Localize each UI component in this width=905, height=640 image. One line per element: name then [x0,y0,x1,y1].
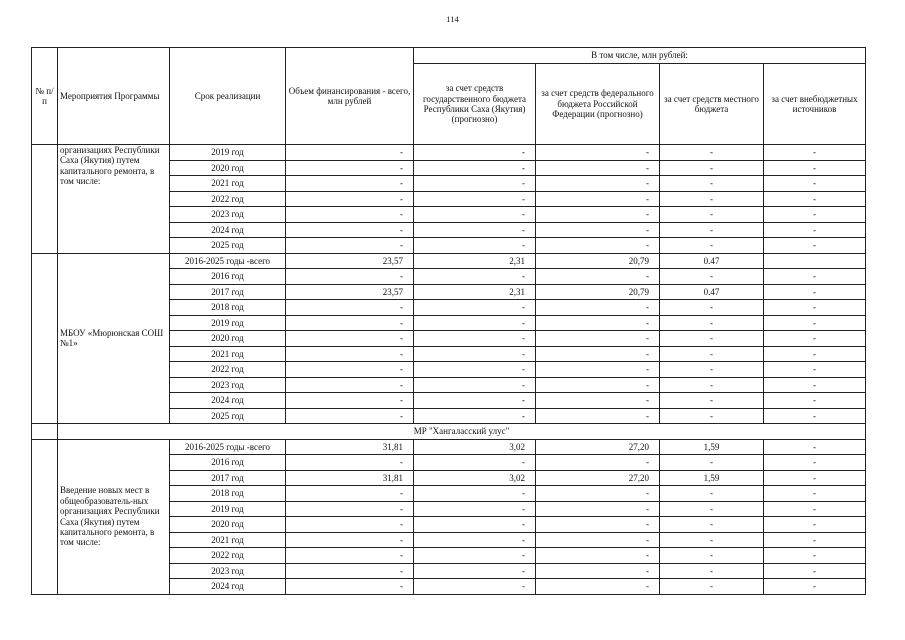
extra-cell: - [764,346,866,362]
extra-cell [764,253,866,269]
local-cell: - [660,331,764,347]
federal-cell: - [536,563,660,579]
total-cell: - [286,362,414,378]
total-cell: - [286,269,414,285]
federal-cell: - [536,145,660,161]
regional-cell: - [414,362,536,378]
local-cell: - [660,207,764,223]
federal-cell: - [536,408,660,424]
federal-cell: - [536,300,660,316]
period-cell: 2018 год [170,486,286,502]
local-cell: - [660,517,764,533]
total-cell: - [286,563,414,579]
federal-cell: - [536,362,660,378]
regional-cell: - [414,331,536,347]
regional-cell: 2,31 [414,253,536,269]
total-cell: - [286,331,414,347]
extra-cell: - [764,222,866,238]
regional-cell: - [414,145,536,161]
extra-cell: - [764,207,866,223]
extra-cell: - [764,408,866,424]
period-cell: 2022 год [170,362,286,378]
local-cell: - [660,269,764,285]
regional-cell: - [414,238,536,254]
local-cell: - [660,408,764,424]
federal-cell: - [536,207,660,223]
regional-cell: - [414,408,536,424]
period-cell: 2022 год [170,191,286,207]
period-cell: 2024 год [170,222,286,238]
extra-cell: - [764,315,866,331]
extra-cell: - [764,331,866,347]
header-extra: за счет внебюджетных источников [764,64,866,145]
extra-cell: - [764,548,866,564]
header-total: Объем финансирования - всего, млн рублей [286,48,414,145]
local-cell: - [660,362,764,378]
local-cell: - [660,346,764,362]
federal-cell: 20,79 [536,284,660,300]
row-number-cell [32,253,58,424]
total-cell: 23,57 [286,284,414,300]
federal-cell: - [536,331,660,347]
local-cell: - [660,222,764,238]
local-cell: - [660,455,764,471]
total-cell: - [286,408,414,424]
federal-cell: - [536,238,660,254]
local-cell: - [660,532,764,548]
period-cell: 2016 год [170,269,286,285]
total-cell: - [286,548,414,564]
row-number-cell [32,145,58,254]
regional-cell: - [414,207,536,223]
total-cell: - [286,176,414,192]
period-cell: 2020 год [170,517,286,533]
page-number: 114 [446,14,459,24]
period-cell: 2021 год [170,346,286,362]
total-cell: 31,81 [286,470,414,486]
period-cell: 2021 год [170,532,286,548]
header-activity: Мероприятия Программы [58,48,170,145]
regional-cell: - [414,501,536,517]
period-cell: 2024 год [170,579,286,595]
local-cell: - [660,486,764,502]
local-cell: - [660,393,764,409]
period-cell: 2017 год [170,284,286,300]
financing-table [31,47,866,595]
extra-cell: - [764,377,866,393]
total-cell: - [286,145,414,161]
period-cell: 2020 год [170,331,286,347]
total-cell: - [286,393,414,409]
period-cell: 2023 год [170,207,286,223]
regional-cell: - [414,548,536,564]
header-regional: за счет средств государственного бюджета Республики Саха (Якутия) (прогнозно) [414,64,536,145]
local-cell: 1,59 [660,439,764,455]
period-cell: 2018 год [170,300,286,316]
period-cell: 2016-2025 годы -всего [170,439,286,455]
table-row [32,145,866,161]
period-cell: 2025 год [170,238,286,254]
total-cell: - [286,191,414,207]
regional-cell: 3,02 [414,439,536,455]
header-including: В том числе, млн рублей: [414,48,866,64]
regional-cell: - [414,300,536,316]
local-cell: 1,59 [660,470,764,486]
regional-cell: - [414,346,536,362]
extra-cell: - [764,486,866,502]
row-number-cell [32,439,58,594]
extra-cell: - [764,176,866,192]
extra-cell: - [764,393,866,409]
regional-cell: - [414,455,536,471]
period-cell: 2016 год [170,455,286,471]
federal-cell: - [536,579,660,595]
total-cell: - [286,315,414,331]
header-period: Срок реализации [170,48,286,145]
period-cell: 2019 год [170,145,286,161]
total-cell: - [286,455,414,471]
period-cell: 2020 год [170,160,286,176]
total-cell: - [286,207,414,223]
extra-cell: - [764,238,866,254]
total-cell: - [286,486,414,502]
local-cell: - [660,315,764,331]
extra-cell: - [764,563,866,579]
federal-cell: - [536,346,660,362]
local-cell: - [660,579,764,595]
local-cell: - [660,238,764,254]
table-row [32,439,866,455]
federal-cell: - [536,160,660,176]
federal-cell: 27,20 [536,439,660,455]
local-cell: 0.47 [660,253,764,269]
region-title: МР "Хангаласский улус" [58,424,866,440]
period-cell: 2023 год [170,563,286,579]
federal-cell: 27,20 [536,470,660,486]
federal-cell: - [536,486,660,502]
regional-cell: - [414,486,536,502]
extra-cell: - [764,269,866,285]
extra-cell: - [764,439,866,455]
federal-cell: - [536,393,660,409]
regional-cell: - [414,269,536,285]
extra-cell: - [764,284,866,300]
federal-cell: - [536,455,660,471]
total-cell: 23,57 [286,253,414,269]
region-row [32,424,866,440]
total-cell: - [286,300,414,316]
period-cell: 2025 год [170,408,286,424]
federal-cell: - [536,548,660,564]
federal-cell: - [536,315,660,331]
regional-cell: - [414,393,536,409]
total-cell: - [286,222,414,238]
header-federal: за счет средств федерального бюджета Российской Федерации (прогнозно) [536,64,660,145]
federal-cell: - [536,377,660,393]
activity-description: организациях Республики Саха (Якутия) путем капитального ремонта, в том числе: [58,145,170,254]
local-cell: - [660,377,764,393]
regional-cell: - [414,579,536,595]
period-cell: 2023 год [170,377,286,393]
activity-description: МБОУ «Мюрюнская СОШ №1» [58,253,170,424]
header-num: № п/п [32,48,58,145]
period-cell: 2017 год [170,470,286,486]
regional-cell: - [414,532,536,548]
regional-cell: - [414,563,536,579]
total-cell: - [286,579,414,595]
regional-cell: - [414,517,536,533]
federal-cell: - [536,501,660,517]
regional-cell: - [414,377,536,393]
local-cell: - [660,300,764,316]
header-local: за счет средств местного бюджета [660,64,764,145]
local-cell: - [660,501,764,517]
total-cell: - [286,238,414,254]
local-cell: - [660,160,764,176]
period-cell: 2016-2025 годы -всего [170,253,286,269]
federal-cell: - [536,269,660,285]
extra-cell: - [764,160,866,176]
total-cell: 31,81 [286,439,414,455]
local-cell: - [660,548,764,564]
local-cell: - [660,191,764,207]
period-cell: 2021 год [170,176,286,192]
total-cell: - [286,377,414,393]
local-cell: 0.47 [660,284,764,300]
extra-cell: - [764,579,866,595]
period-cell: 2024 год [170,393,286,409]
period-cell: 2022 год [170,548,286,564]
regional-cell: - [414,315,536,331]
extra-cell: - [764,145,866,161]
regional-cell: 2,31 [414,284,536,300]
local-cell: - [660,145,764,161]
period-cell: 2019 год [170,501,286,517]
federal-cell: 20,79 [536,253,660,269]
extra-cell: - [764,191,866,207]
extra-cell: - [764,532,866,548]
extra-cell: - [764,362,866,378]
activity-description: Введение новых мест в общеобразователь-ных организациях Республики Саха (Якутия) путем капитального ремонта, в том числе: [58,439,170,594]
regional-cell: 3,02 [414,470,536,486]
total-cell: - [286,346,414,362]
table-row [32,253,866,269]
regional-cell: - [414,191,536,207]
total-cell: - [286,160,414,176]
regional-cell: - [414,222,536,238]
federal-cell: - [536,222,660,238]
total-cell: - [286,517,414,533]
federal-cell: - [536,191,660,207]
extra-cell: - [764,517,866,533]
local-cell: - [660,176,764,192]
total-cell: - [286,532,414,548]
extra-cell: - [764,300,866,316]
regional-cell: - [414,176,536,192]
extra-cell: - [764,455,866,471]
total-cell: - [286,501,414,517]
federal-cell: - [536,532,660,548]
federal-cell: - [536,176,660,192]
row-number-cell [32,424,58,440]
local-cell: - [660,563,764,579]
federal-cell: - [536,517,660,533]
regional-cell: - [414,160,536,176]
extra-cell: - [764,501,866,517]
extra-cell: - [764,470,866,486]
period-cell: 2019 год [170,315,286,331]
